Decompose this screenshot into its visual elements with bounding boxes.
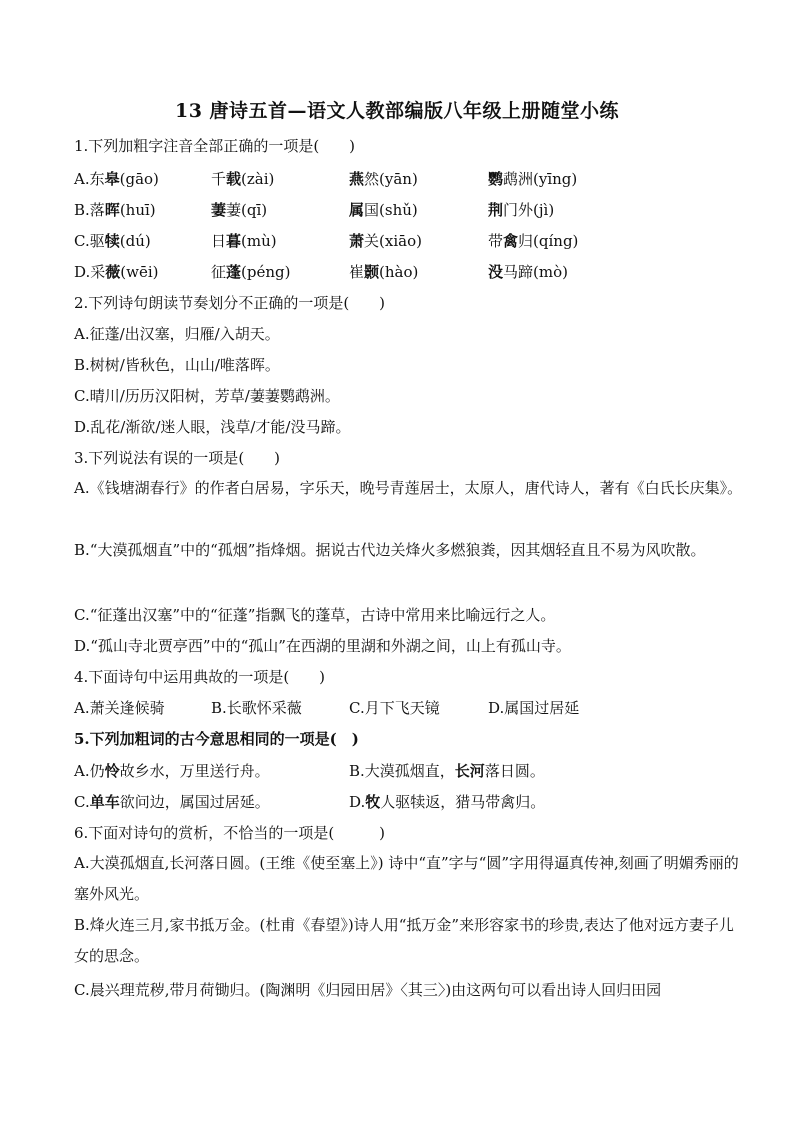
q4-option-d: D.属国过居延	[488, 699, 580, 717]
q6-option-b: B.烽火连三月,家书抵万金。(杜甫《春望》)诗人用“抵万金”来形容家书的珍贵,表达了他对远方妻子儿女的思念。	[74, 916, 734, 965]
q4-stem: 4.下面诗句中运用典故的一项是( )	[74, 668, 326, 686]
q4-option-a: A.萧关逢候骑	[74, 699, 165, 717]
q2-stem: 2.下列诗句朗读节奏划分不正确的一项是( )	[74, 294, 386, 312]
q3-option-a: A.《钱塘湖春行》的作者白居易，字乐天，晚号青莲居士，太原人，唐代诗人，著有《白氏长庆集》。	[74, 479, 743, 497]
page-title: 13 唐诗五首—语文人教部编版八年级上册随堂小练	[174, 100, 620, 122]
q4-option-b: B.长歌怀采薇	[211, 699, 302, 717]
q2-option-b: B.树树/皆秋色，山山/唯落晖。	[74, 356, 280, 374]
q5-option-c: C.单车欲问边，属国过居延。	[74, 793, 270, 811]
q2-option-a: A.征蓬/出汉塞，归雁/入胡天。	[74, 325, 280, 343]
q2-option-c: C.晴川/历历汉阳树，芳草/萋萋鹦鹉洲。	[74, 387, 340, 405]
q5-option-d: D.牧人驱犊返，猎马带禽归。	[349, 793, 546, 811]
q5-option-a: A.仍怜故乡水，万里送行舟。	[74, 762, 270, 780]
worksheet-page: 13 唐诗五首—语文人教部编版八年级上册随堂小练 1.下列加粗字注音全部正确的一项是( ) A.东皋(gāo) 千载(zài) 燕然(yān) 鹦鹉洲(yīng) B.落晖(huī) 萋萋(qī) 属国(shǔ) 荆门外(jì) C.驱犊(dú) 日暮(mù) 萧关(xiāo) 带禽归(qíng) D.采薇(wēi) 征蓬(péng) 崔颢(hào) 没马蹄(mò) 2.下列诗句朗读节奏划分不正确的一项是( ) A.征蓬/出汉塞，归雁/入胡天。 B.树树/皆秋色，山山/唯落晖。 C.晴川/历历汉阳树，芳草/萋萋鹦鹉洲。 D.乱花/渐欲/迷人眼，浅草/才能/没马蹄。 3.下列说法有误的一项是( ) A.《钱塘湖春行》的作者白居易，字乐天，晚号青莲居士，太原人，唐代诗人，著有《白氏长庆集》。 B.“大漠孤烟直”中的“孤烟”指烽烟。据说古代边关烽火多燃狼粪，因其烟轻直且不易为风吹散。 C.“征蓬出汉塞”中的“征蓬”指飘飞的蓬草，古诗中常用来比喻远行之人。 D.“孤山寺北贾亭西”中的“孤山”在西湖的里湖和外湖之间，山上有孤山寺。 4.下面诗句中运用典故的一项是( ) A.萧关逢候骑 B.长歌怀采薇 C.月下飞天镜 D.属国过居延 5.下列加粗词的古今意思相同的一项是( ) A.仍怜故乡水，万里送行舟。 B.大漠孤烟直，长河落日圆。 C.单车欲问边，属国过居延。 D.牧人驱犊返，猎马带禽归。 6.下面对诗句的赏析，不恰当的一项是( ) A.大漠孤烟直,长河落日圆。(王维《使至塞上》) 诗中“直”字与“圆”字用得逼真传神,刻画了明媚秀丽的塞外风光。 B.烽火连三月,家书抵万金。(杜甫《春望》)诗人用“抵万金”来形容家书的珍贵,表达了他对远方妻子儿女的思念。 C.晨兴理荒秽,带月荷锄归。(陶渊明《归园田居》〈其三〉)由这两句可以看出诗人回归田园	[0, 0, 794, 1124]
q1-stem: 1.下列加粗字注音全部正确的一项是( )	[74, 137, 356, 155]
q3-option-c: C.“征蓬出汉塞”中的“征蓬”指飘飞的蓬草，古诗中常用来比喻远行之人。	[74, 606, 556, 624]
q3-option-b: B.“大漠孤烟直”中的“孤烟”指烽烟。据说古代边关烽火多燃狼粪，因其烟轻直且不易为风吹散。	[74, 541, 706, 559]
q6-option-a: A.大漠孤烟直,长河落日圆。(王维《使至塞上》) 诗中“直”字与“圆”字用得逼真传神,刻画了明媚秀丽的塞外风光。	[74, 854, 739, 903]
q5-option-b: B.大漠孤烟直，长河落日圆。	[349, 762, 545, 780]
q6-option-c: C.晨兴理荒秽,带月荷锄归。(陶渊明《归园田居》〈其三〉)由这两句可以看出诗人回归田园	[74, 981, 662, 999]
q5-stem: 5.下列加粗词的古今意思相同的一项是( )	[74, 730, 359, 748]
q3-option-d: D.“孤山寺北贾亭西”中的“孤山”在西湖的里湖和外湖之间，山上有孤山寺。	[74, 637, 571, 655]
q2-option-d: D.乱花/渐欲/迷人眼，浅草/才能/没马蹄。	[74, 418, 351, 436]
q4-option-c: C.月下飞天镜	[349, 699, 440, 717]
q3-stem: 3.下列说法有误的一项是( )	[74, 449, 281, 467]
q6-stem: 6.下面对诗句的赏析，不恰当的一项是( )	[74, 824, 386, 842]
